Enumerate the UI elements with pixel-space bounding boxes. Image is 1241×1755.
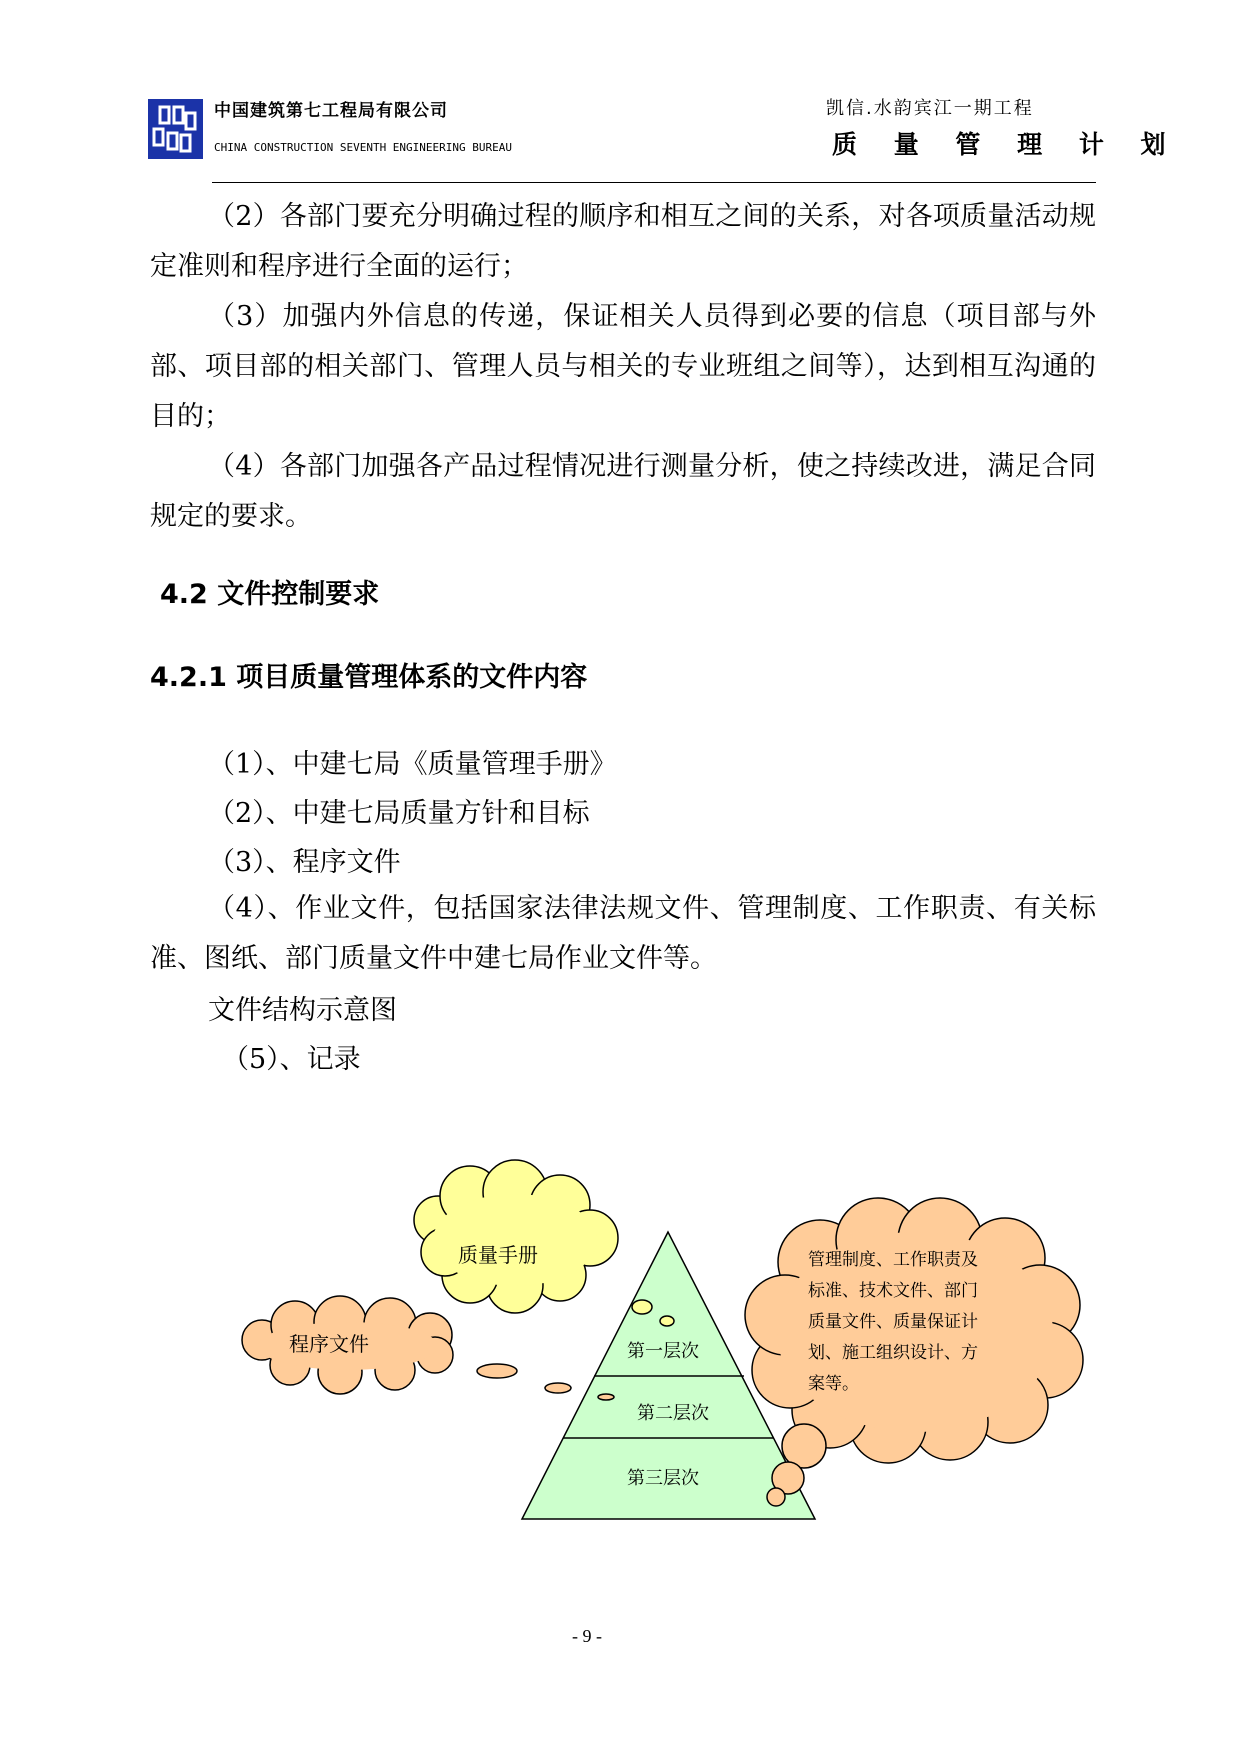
page-number: - 9 -	[572, 1626, 602, 1646]
cloud-line: 标准、技术文件、部门	[808, 1281, 978, 1301]
cloud-bubble	[767, 1488, 785, 1506]
cloud-line: 案等。	[808, 1374, 859, 1394]
list-item: （4）、作业文件，包括国家法律法规文件、管理制度、工作职责、有关标准、图纸、部门质量文件中建七局作业文件等。	[150, 893, 1096, 974]
cloud-procedures-label: 程序文件	[289, 1332, 369, 1356]
cloud-line: 质量文件、质量保证计	[808, 1312, 978, 1332]
project-name: 凯信.水韵宾江一期工程	[826, 98, 1034, 119]
section-heading-4-2-1: 4.2.1 项目质量管理体系的文件内容	[150, 662, 588, 693]
document-title: 质 量 管 理 计 划	[832, 130, 1180, 159]
cloud-bubble	[660, 1316, 674, 1326]
list-item: （2）、中建七局质量方针和目标	[208, 798, 590, 829]
cloud-bubble	[545, 1383, 571, 1393]
company-name-cn: 中国建筑第七工程局有限公司	[214, 101, 448, 121]
cloud-bubble	[477, 1364, 517, 1378]
paragraph-3: （3）加强内外信息的传递，保证相关人员得到必要的信息（项目部与外部、项目部的相关部门、管理人员与相关的专业班组之间等），达到相互沟通的目的；	[150, 301, 1096, 432]
section-heading-4-2: 4.2 文件控制要求	[160, 579, 380, 610]
paragraph-2: （2）各部门要充分明确过程的顺序和相互之间的关系，对各项质量活动规定准则和程序进行全面的运行；	[150, 201, 1096, 282]
pyramid-level-3-label: 第三层次	[627, 1468, 699, 1489]
cloud-bubble	[632, 1300, 652, 1314]
cloud-line: 划、施工组织设计、方	[808, 1343, 978, 1363]
paragraph-4: （4）各部门加强各产品过程情况进行测量分析，使之持续改进，满足合同规定的要求。	[150, 451, 1096, 532]
list-item: （1）、中建七局《质量管理手册》	[208, 749, 617, 780]
list-item: （3）、程序文件	[208, 847, 401, 878]
cloud-line: 管理制度、工作职责及	[808, 1250, 978, 1270]
pyramid-level-2-label: 第二层次	[637, 1403, 709, 1424]
cloud-quality-manual-fill	[433, 1194, 597, 1286]
cloud-quality-manual-label: 质量手册	[458, 1243, 538, 1267]
pyramid-level-1-label: 第一层次	[627, 1341, 699, 1362]
diagram-caption: 文件结构示意图	[208, 995, 397, 1026]
cloud-bubble	[598, 1394, 614, 1400]
list-item: （5）、记录	[222, 1044, 361, 1075]
company-name-en: CHINA CONSTRUCTION SEVENTH ENGINEERING BUREAU	[214, 141, 513, 154]
